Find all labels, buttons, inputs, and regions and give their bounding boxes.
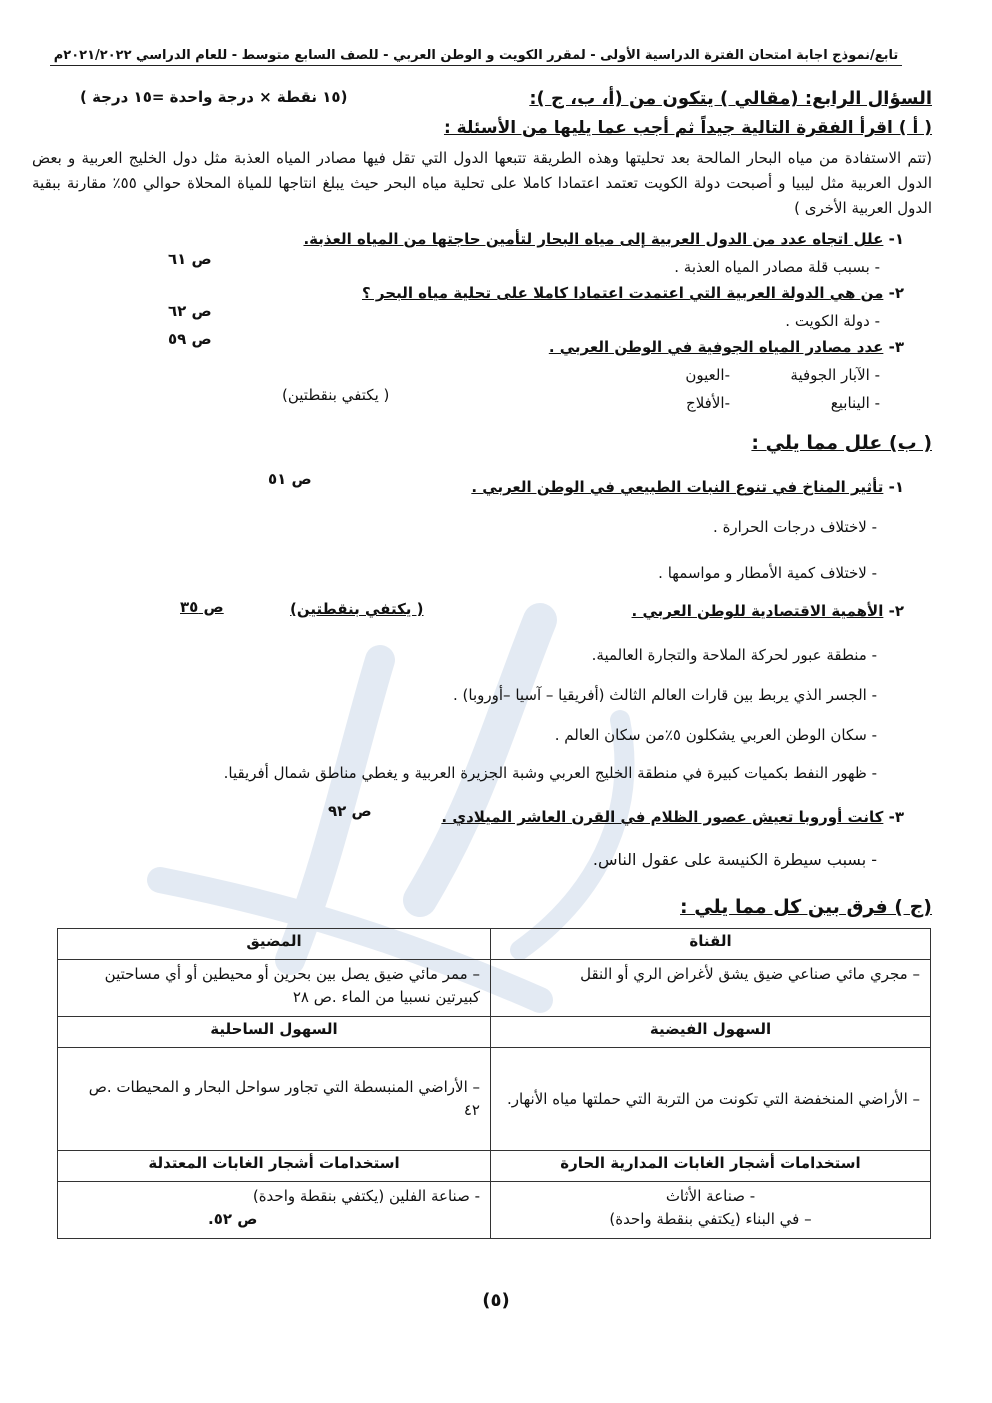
question-four-marks: (١٥ نقطة × درجة واحدة =١٥ درجة ) [80, 88, 348, 106]
section-b-label: ( ب) علل مما يلي : [751, 432, 932, 454]
question-a3: ٣- عدد مصادر المياه الجوفية في الوطن العربي . [548, 338, 904, 356]
def-coastal-plains: – الأراضي المنبسطة التي تجاور سواحل البحار و المحيطات .ص ٤٢ [58, 1048, 491, 1151]
page-ref-b2: ص ٣٥ [180, 598, 224, 616]
page-header: تابع/نموذج اجابة امتحان الفترة الدراسية الأولى - لمقرر الكويت و الوطن العربي - للصف السابع متوسط - للعام الدراسي ٢٠٢١/٢٠٢٢م [50, 48, 902, 66]
question-four-title: السؤال الرابع: (مقالي ) يتكون من (أ، ب، ج ): [529, 88, 932, 109]
answer-b2-4: - ظهور النفط بكميات كبيرة في منطقة الخليج العربي وشبة الجزيرة العربية و يغطي مناطق شمال أفريقيا. [223, 764, 877, 782]
page-ref-b1: ص ٥١ [268, 470, 312, 488]
page-ref-a1: ص ٦١ [168, 250, 212, 268]
tropical-use-1: - صناعة الأثاث [665, 1187, 756, 1205]
answer-b1-1: - لاختلاف درجات الحرارة . [713, 518, 877, 536]
def-strait: – ممر مائي ضيق يصل بين بحرين أو محيطين أو أي مساحتين كبيرتين نسبيا من الماء .ص ٢٨ [58, 960, 491, 1017]
answer-a3-item3: - الينابيع [830, 394, 880, 412]
section-a-paragraph: (تتم الاستفادة من مياه البحار المالحة بعد تحليتها وهذه الطريقة تتبعها الدول التي تقل فيها مصادر المياه العذبة مثل دول الخليج العربية و بعض الدول العربية مثل ليبيا و أصبحت دولة الكويت تعتمد اعتمادا كاملا على تحلية مياه البحر حيث يبلغ انتاجها للمياة المحلاة حوالي ٥٥٪ مقارنة ببقية الدول العربية الأخرى ) [32, 149, 932, 217]
def-flood-plains: – الأراضي المنخفضة التي تكونت من التربة التي حملتها مياه الأنهار. [491, 1048, 931, 1151]
section-a-label: ( أ ) اقرأ الفقرة التالية جيداً ثم أجب عما يليها من الأسئلة : [443, 118, 932, 138]
answer-b2-1: - منطقة عبور لحركة الملاحة والتجارة العالمية. [591, 646, 877, 664]
page-ref-b3: ص ٩٢ [328, 802, 372, 820]
answer-b1-2: - لاختلاف كمية الأمطار و مواسمها . [658, 564, 877, 582]
answer-a3-item2: -العيون [685, 366, 730, 384]
term-strait: المضيق [58, 929, 491, 960]
tropical-use-2: – في البناء (يكتفي بنقطة واحدة) [609, 1210, 812, 1228]
question-b2: ٢- الأهمية الاقتصادية للوطن العربي . [631, 602, 904, 620]
question-b1: ١- تأثير المناخ في تنوع النبات الطبيعي في الوطن العربي . [471, 478, 904, 496]
page-ref-a2: ص ٦٢ [168, 302, 212, 320]
term-tropical-forest-uses: استخدامات أشجار الغابات المدارية الحارة [491, 1151, 931, 1182]
answer-a3-note: ( يكتفي بنقطتين) [282, 386, 390, 404]
page-ref-a3: ص ٥٩ [168, 330, 212, 348]
answer-b3: - بسبب سيطرة الكنيسة على عقول الناس. [592, 850, 877, 869]
def-tropical-forest-uses [491, 1182, 931, 1239]
answer-a2: - دولة الكويت . [785, 312, 880, 330]
question-a1: ١- علل اتجاه عدد من الدول العربية إلى مياه البحار لتأمين حاجتها من المياه العذبة. [303, 230, 904, 248]
note-b2: ( يكتفي بنقطتين) [290, 600, 424, 618]
term-canal: القناة [491, 929, 931, 960]
answer-b2-3: - سكان الوطن العربي يشكلون ٥٪من سكان العالم . [554, 726, 877, 744]
def-canal: – مجري مائي صناعي ضيق يشق لأغراض الري أو النقل [491, 960, 931, 1017]
term-flood-plains: السهول الفيضية [491, 1017, 931, 1048]
section-c-label: (ج ) فرق بين كل مما يلي : [680, 896, 932, 918]
question-b3: ٣- كانت أوروبا تعيش عصور الظلام في القرن العاشر الميلادي . [441, 808, 904, 826]
term-temperate-forest-uses: استخدامات أشجار الغابات المعتدلة [58, 1151, 491, 1182]
answer-a1: - بسبب قلة مصادر المياه العذبة . [674, 258, 880, 276]
def-temperate-forest-uses [58, 1182, 491, 1239]
answer-a3-item1: - الآبار الجوفية [790, 366, 880, 384]
answer-b2-2: - الجسر الذي يربط بين قارات العالم الثالث (أفريقيا – آسيا –أوروبا) . [453, 686, 877, 704]
temperate-page-ref: ص ٥٢. [208, 1210, 258, 1228]
page-number: (٥) [482, 1290, 510, 1311]
comparison-table [57, 928, 931, 1239]
question-a2: ٢- من هي الدولة العربية التي اعتمدت اعتمادا كاملا على تحلية مياه البحر ؟ [362, 284, 904, 302]
temperate-use-1: - صناعة الفلين (يكتفي بنقطة واحدة) [252, 1187, 480, 1205]
term-coastal-plains: السهول الساحلية [58, 1017, 491, 1048]
answer-a3-item4: -الأفلاج [686, 394, 730, 412]
